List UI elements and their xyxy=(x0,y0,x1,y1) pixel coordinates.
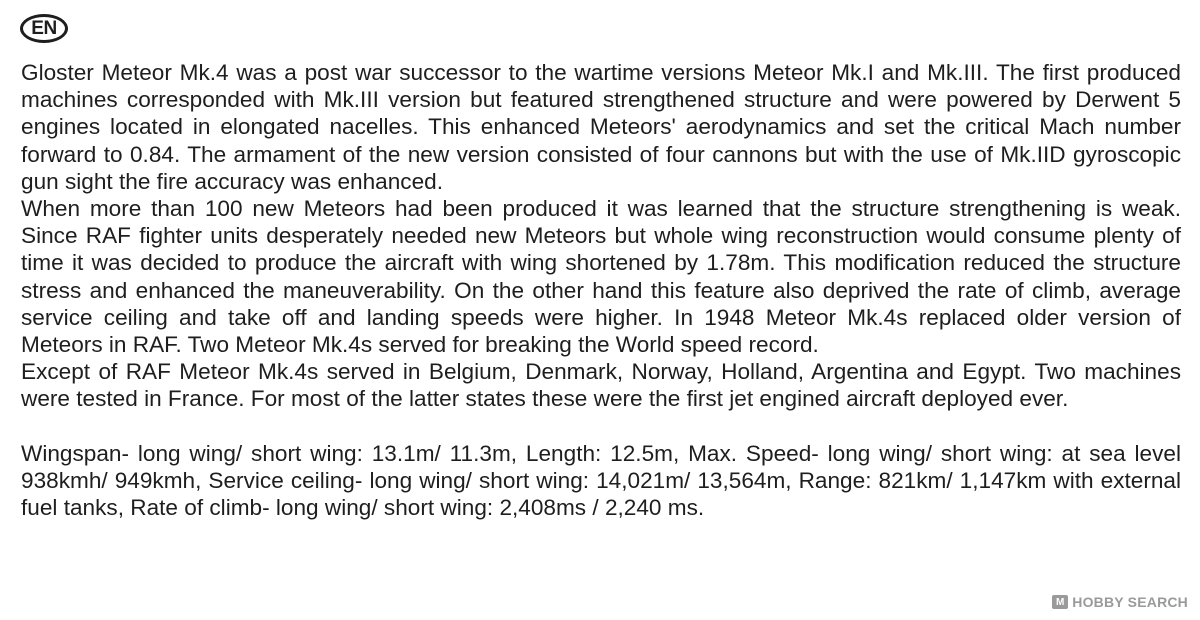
paragraph-spacer xyxy=(21,413,1181,440)
specifications-text: Wingspan- long wing/ short wing: 13.1m/ 11.3m, Length: 12.5m, Max. Speed- long wing/ short wing: at sea level 938kmh/ 949kmh, Service ceiling- long wing/ short wing: 14,021m/ 13,564m, Range: 821km/ 1,147km with external fuel tanks, Rate of climb- long wing/ short wing: 2,408ms / 2,240 ms. xyxy=(21,440,1181,521)
watermark-text: HOBBY SEARCH xyxy=(1072,594,1188,610)
description-text xyxy=(21,59,1181,521)
language-badge xyxy=(20,14,68,43)
language-badge-label: EN xyxy=(31,17,57,39)
paragraph-wing-modification: When more than 100 new Meteors had been produced it was learned that the structure strengthening is weak. Since RAF fighter units desperately needed new Meteors but whole wing reconstruction would consume plenty of time it was decided to produce the aircraft with wing shortened by 1.78m. This modification reduced the structure stress and enhanced the maneuverability. On the other hand this feature also deprived the rate of climb, average service ceiling and take off and landing speeds were higher. In 1948 Meteor Mk.4s replaced older version of Meteors in RAF. Two Meteor Mk.4s served for breaking the World speed record. xyxy=(21,196,1181,358)
hobby-search-logo-icon: M xyxy=(1052,595,1068,609)
paragraph-history: Gloster Meteor Mk.4 was a post war successor to the wartime versions Meteor Mk.I and Mk.III. The first produced machines corresponded with Mk.III version but featured strengthened structure and were powered by Derwent 5 engines located in elongated nacelles. This enhanced Meteors' aerodynamics and set the critical Mach number forward to 0.84. The armament of the new version consisted of four cannons but with the use of Mk.IID gyroscopic gun sight the fire accuracy was enhanced. xyxy=(21,60,1181,194)
hobby-search-watermark xyxy=(1052,594,1188,610)
paragraph-operators: Except of RAF Meteor Mk.4s served in Belgium, Denmark, Norway, Holland, Argentina and Egypt. Two machines were tested in France. For most of the latter states these were the first jet engined aircraft deployed ever. xyxy=(21,359,1181,412)
